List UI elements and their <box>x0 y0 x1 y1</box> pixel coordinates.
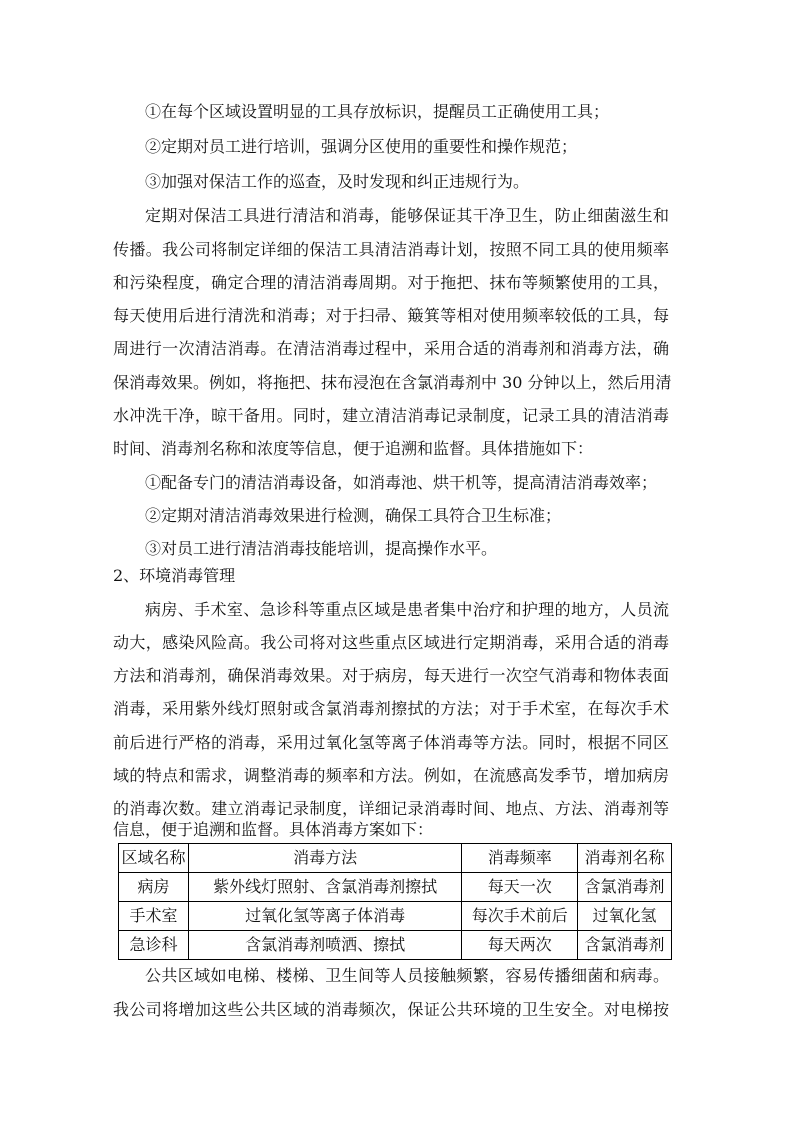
disinfection-plan-table <box>118 843 672 960</box>
table-row <box>119 902 672 931</box>
table-cell: 过氧化氢等离子体消毒 <box>188 902 461 931</box>
paragraph-line: 时间、消毒剂名称和浓度等信息，便于追溯和监督。具体措施如下： <box>113 439 594 458</box>
paragraph-line: 和污染程度，确定合理的清洁消毒周期。对于拖把、抹布等频繁使用的工具， <box>113 273 669 292</box>
table-cell: 过氧化氢 <box>578 902 672 931</box>
list-item: ①在每个区域设置明显的工具存放标识，提醒员工正确使用工具； <box>145 102 610 121</box>
section-heading: 2、环境消毒管理 <box>113 566 236 585</box>
table-cell: 含氯消毒剂喷洒、擦拭 <box>188 931 461 960</box>
list-item: ③对员工进行清洁消毒技能培训，提高操作水平。 <box>145 539 498 558</box>
paragraph-line: 域的特点和需求，调整消毒的频率和方法。例如，在流感高发季节，增加病房 <box>113 766 669 785</box>
header-cell: 消毒方法 <box>188 844 461 873</box>
table-cell: 手术室 <box>119 902 189 931</box>
table-cell: 紫外线灯照射、含氯消毒剂擦拭 <box>188 873 461 902</box>
paragraph-line: 的消毒次数。建立消毒记录制度，详细记录消毒时间、地点、方法、消毒剂等 <box>113 799 669 818</box>
table-cell: 急诊科 <box>119 931 189 960</box>
paragraph-line: 动大，感染风险高。我公司将对这些重点区域进行定期消毒，采用合适的消毒 <box>113 633 669 652</box>
table-cell: 每天一次 <box>462 873 578 902</box>
paragraph-line: 消毒，采用紫外线灯照射或含氯消毒剂擦拭的方法；对于手术室，在每次手术 <box>113 699 669 718</box>
paragraph-line: 保消毒效果。例如，将拖把、抹布浸泡在含氯消毒剂中 30 分钟以上，然后用清 <box>113 373 672 392</box>
list-item: ③加强对保洁工作的巡查，及时发现和纠正违规行为。 <box>145 172 530 191</box>
table-row <box>119 931 672 960</box>
table-cell: 含氯消毒剂 <box>578 873 672 902</box>
paragraph-line: 前后进行严格的消毒，采用过氧化氢等离子体消毒等方法。同时，根据不同区 <box>113 733 669 752</box>
paragraph-line: 水冲洗干净，晾干备用。同时，建立清洁消毒记录制度，记录工具的清洁消毒 <box>113 406 669 425</box>
list-item: ②定期对员工进行培训，强调分区使用的重要性和操作规范； <box>145 137 578 156</box>
paragraph-line: 我公司将增加这些公共区域的消毒频次，保证公共环境的卫生安全。对电梯按 <box>113 1000 669 1019</box>
paragraph-line: 公共区域如电梯、楼梯、卫生间等人员接触频繁，容易传播细菌和病毒。 <box>145 966 669 985</box>
paragraph-line: 定期对保洁工具进行清洁和消毒，能够保证其干净卫生，防止细菌滋生和 <box>145 206 669 225</box>
paragraph-line: 周进行一次清洁消毒。在清洁消毒过程中，采用合适的消毒剂和消毒方法，确 <box>113 339 669 358</box>
paragraph-line: 信息，便于追溯和监督。具体消毒方案如下： <box>113 820 434 839</box>
paragraph-line: 病房、手术室、急诊科等重点区域是患者集中治疗和护理的地方，人员流 <box>145 600 669 619</box>
header-cell: 消毒剂名称 <box>578 844 672 873</box>
paragraph-line: 方法和消毒剂，确保消毒效果。对于病房，每天进行一次空气消毒和物体表面 <box>113 666 669 685</box>
list-item: ①配备专门的清洁消毒设备，如消毒池、烘干机等，提高清洁消毒效率； <box>145 473 658 492</box>
table-cell: 每天两次 <box>462 931 578 960</box>
table-cell: 每次手术前后 <box>462 902 578 931</box>
table-header-row <box>119 844 672 873</box>
table-cell: 病房 <box>119 873 189 902</box>
paragraph-line: 传播。我公司将制定详细的保洁工具清洁消毒计划，按照不同工具的使用频率 <box>113 240 669 259</box>
table-row <box>119 873 672 902</box>
header-cell: 消毒频率 <box>462 844 578 873</box>
table-cell: 含氯消毒剂 <box>578 931 672 960</box>
list-item: ②定期对清洁消毒效果进行检测，确保工具符合卫生标准； <box>145 506 562 525</box>
header-cell: 区域名称 <box>119 844 189 873</box>
paragraph-line: 每天使用后进行清洗和消毒；对于扫帚、簸箕等相对使用频率较低的工具，每 <box>113 306 669 325</box>
